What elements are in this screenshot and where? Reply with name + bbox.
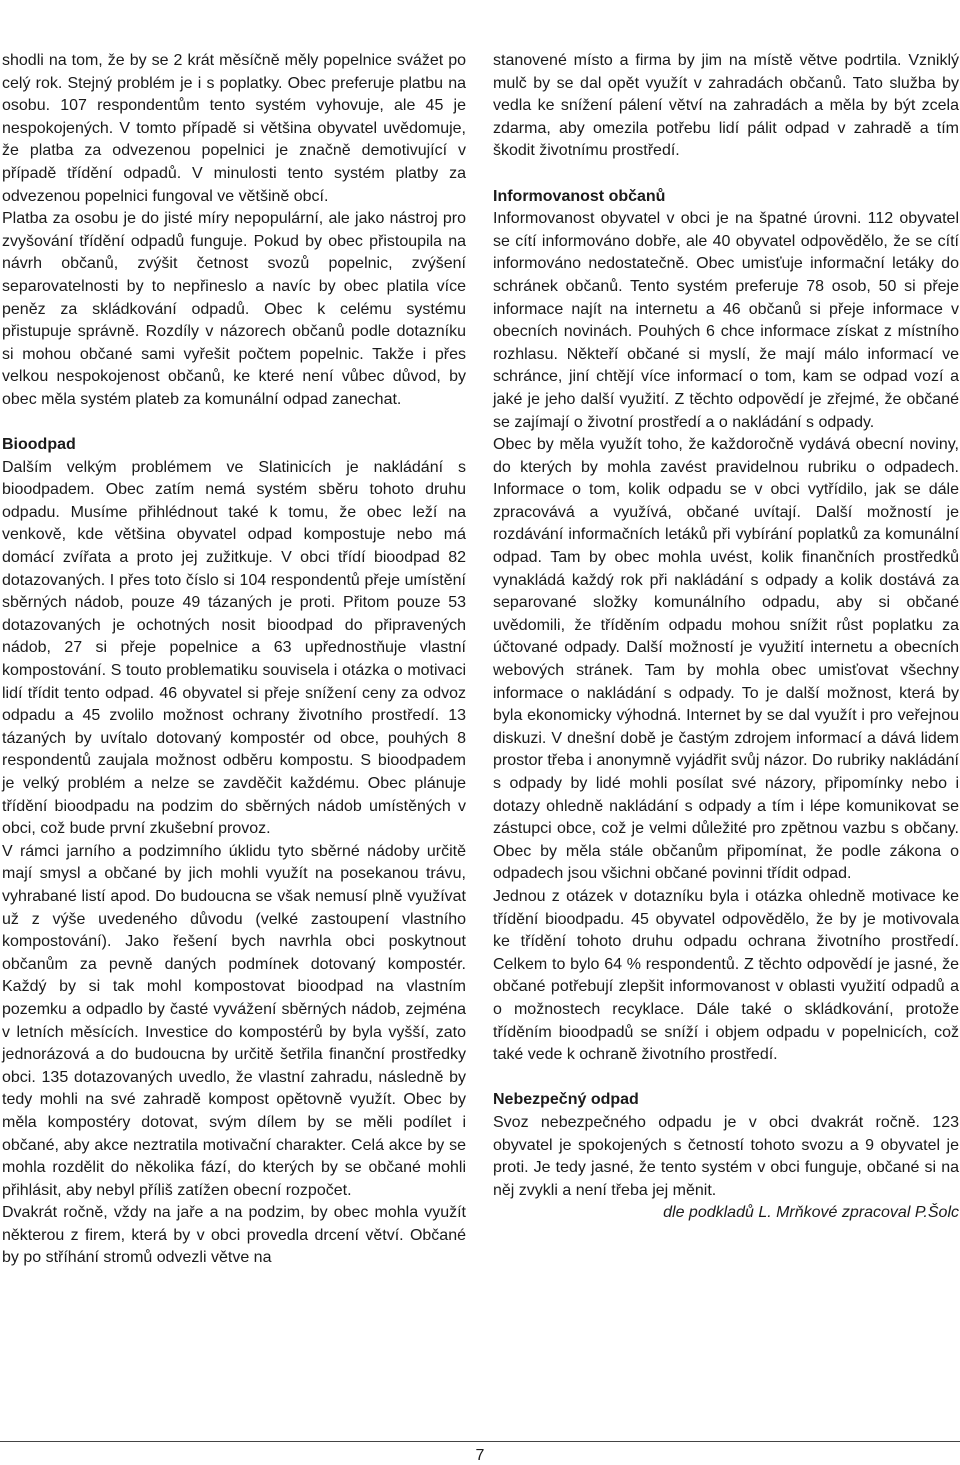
paragraph-hazardous-waste: Svoz nebezpečného odpadu je v obci dvakrát ročně. 123 obyvatel je spokojených s četností tohoto svozu a 9 obyvatel je proti. Je tedy jasné, že tento systém v obci funguje, občané si na něj zvykli a není třeba jej měnit. xyxy=(493,1113,959,1199)
section-spacer xyxy=(493,163,959,186)
heading-informovanost: Informovanost občanů xyxy=(493,187,666,205)
paragraph-branch-shredding: Dvakrát ročně, vždy na jaře a na podzim, by obec mohla využít některou z firem, která by v obci provedla drcení větví. Občané by po stříhání stromů odvezli větve na xyxy=(2,1204,466,1267)
section-spacer xyxy=(493,1067,959,1090)
page-number: 7 xyxy=(475,1447,485,1464)
left-column xyxy=(2,50,466,1270)
paragraph-fees-intro: shodli na tom, že by se 2 krát měsíčně měly popelnice svážet po celý rok. Stejný problém je i s poplatky. Obec preferuje platbu na osobu. 107 respondentům tento systém vyhovuje, ale 45 je nespokojených. V tomto případě si většina obyvatel uvědomuje, že platba za odvezenou popelnici je značně demotivující v případě třídění odpadů. V minulosti tento systém platby za odvezenou popelnici fungoval ve většině obcí. xyxy=(2,52,466,205)
author-signature: dle podkladů L. Mrňkové zpracoval P.Šolc xyxy=(663,1204,959,1222)
heading-nebezpecny-odpad: Nebezpečný odpad xyxy=(493,1091,639,1109)
paragraph-bioodpad-survey: Dalším velkým problémem ve Slatinicích je nakládání s bioodpadem. Obec zatím nemá systém sběru tohoto druhu odpadu. Musíme přihlédnout také k tomu, že obec leží na venkově, kde většina obyvatel odpad kompostuje nebo má domácí zvířata a proto jej zužitkuje. V obci třídí bioodpad 82 dotazovaných. I přes toto číslo si 104 respondentů přeje umístění sběrných nádob, pouze 49 tázaných je proti. Přitom pouze 53 dotazovaných je ochotných nosit bioodpad do připravených nádob, 27 si přeje popelnice a 63 upřednostňuje vlastní kompostování. S touto problematiku souvisela i otázka o motivaci lidí třídit tento odpad. 46 obyvatel si přeje snížení ceny za odvoz odpadu a 45 zvolilo možnost ochrany životního prostředí. 13 tázaných by uvítalo dotovaný kompostér od obce, pouhých 8 respondentů zaujala možnost odběru kompostu. S bioodpadem je velký problém a nelze se zavděčit každému. Obec plánuje třídění bioodpadu na podzim do sběrných nádob umístěných v obci, což bude první zkušební provoz. xyxy=(2,458,466,838)
paragraph-mulch-continuation: stanovené místo a firma by jim na místě větve podrtila. Vzniklý mulč by se dal opět využít v zahradách občanů. Tato služba by vedla ke snížení pálení větví na zahradách a měla by být zcela zdarma, aby omezila potřebu lidí pálit odpad v zahradě a tím škodit životnímu prostředí. xyxy=(493,52,959,160)
paragraph-motivation: Jednou z otázek v dotazníku byla i otázka ohledně motivace ke třídění bioodpadu. 45 obyvatel odpovědělo, že by je motivovala ke třídění tohoto druhu odpadu ochrana životního prostředí. Celkem to bylo 64 % respondentů. Z těchto odpovědí je jasné, že občané potřebují zlepšit informovanost v oblasti využití odpadů a o možnostech recyklace. Dále také o skládkování, protože tříděním bioodpadů se sníží i objem odpadu v popelnicích, což také vede k ochraně životního prostředí. xyxy=(493,887,959,1064)
paragraph-bioodpad-proposal: V rámci jarního a podzimního úklidu tyto sběrné nádoby určitě mají smysl a občané by jich mohli využít na posekanou trávu, vyhrabané listí apod. Do budoucna se však nemusí plně využívat už z výše uvedeného důvodu (velké zastoupení vlastního kompostování). Jako řešení bych navrhla obci poskytnout občanům za pevně daných podmínek dotovaný kompostér. Každý by si tak mohl kompostovat bioodpad na vlastním pozemku a odpadlo by časté vyvážení sběrných nádob, zejména v letních měsících. Investice do kompostérů by byla vyšší, zato jednorázová a do budoucna by určitě šetřila finanční prostředky obci. 135 dotazovaných uvedlo, že vlastní zahradu, následně by tedy mohli na své zahradě kompost opětovně využít. Obec by měla kompostéry dotovat, svým dílem by se měli podílet i občané, aby akce neztratila motivační charakter. Celá akce by se mohla rozdělit do několika fází, do kterých by se občané mohli přihlásit, aby nebyl příliš zatížen obecní rozpočet. xyxy=(2,842,466,1199)
paragraph-informovanost-proposal: Obec by měla využít toho, že každoročně vydává obecní noviny, do kterých by mohla zavést pravidelnou rubriku o odpadech. Informace o tom, kolik odpadu se v obci vytřídilo, jak se dále zpracovává a využívá, občané uvítají. Další možností je rozdávání informačních letáků při vybírání poplatků za komunální odpad. Tam by obec mohla uvést, kolik finančních prostředků vynakládá každý rok při nakládání s odpady a kolik dostává za separované složky komunálního odpadu, aby si občané uvědomili, že tříděním odpadu mohou snížit růst poplatku za účtované odpady. Další možností je využití internetu a obecních webových stránek. Tam by mohla obec umisťovat všechny informace o nakládání s odpady. To je další možnost, která by byla ekonomicky výhodná. Internet by se dal využít i pro veřejnou diskuzi. V dnešní době je častým zdrojem informací a dává lidem prostor třeba i anonymně vyjádřit svůj názor. Do rubriky nakládání s odpady by lidé mohli posílat své názory, připomínky nebo i dotazy ohledně nakládání s odpady a tím i lépe komunikovat se zástupci obce, což je velmi důležité pro zpětnou vazbu s občany. Obec by měla stále občanům připomínat, že podle zákona o odpadech jsou všichni občané povinni třídit odpad. xyxy=(493,436,959,883)
section-spacer xyxy=(2,412,466,435)
right-column xyxy=(493,50,959,1225)
footer-divider xyxy=(0,1441,960,1442)
paragraph-fees-conclusion: Platba za osobu je do jisté míry nepopulární, ale jako nástroj pro zvyšování třídění odpadů funguje. Pokud by obec přistoupila na návrh občanů, zvýšit četnost svozů popelnic, zvýšení separovatelnosti by to nepřineslo a navíc by obec platila více peněz za skládkování odpadů. Obec k celému systému přistupuje správně. Rozdíly v názorech občanů podle dotazníku si mohou občané sami vyřešit počtem popelnic. Takže i přes velkou nespokojenost občanů, ke které není vůbec důvod, by obec měla systém plateb za komunální odpad zanechat. xyxy=(2,210,466,408)
heading-bioodpad: Bioodpad xyxy=(2,436,76,454)
paragraph-informovanost-survey: Informovanost obyvatel v obci je na špatné úrovni. 112 obyvatel se cítí informováno dobře, ale 40 obyvatel odpovědělo, že se cítí informováno nedostatečně. Obec umisťuje informační letáky do schránek občanů. Tento systém preferuje 78 osob, 50 si přeje informace najít na internetu a 46 občanů si přeje informace v obecních novinách. Pouhých 6 chce informace získat z místního rozhlasu. Někteří občané si myslí, že mají málo informací ve schránce, jiní chtějí více informací o tom, kam se odpad vozí a jaké je jeho další využití. Z těchto odpovědí je zřejmé, že občané se zajímají o životní prostředí a o nakládání s odpady. xyxy=(493,210,959,431)
